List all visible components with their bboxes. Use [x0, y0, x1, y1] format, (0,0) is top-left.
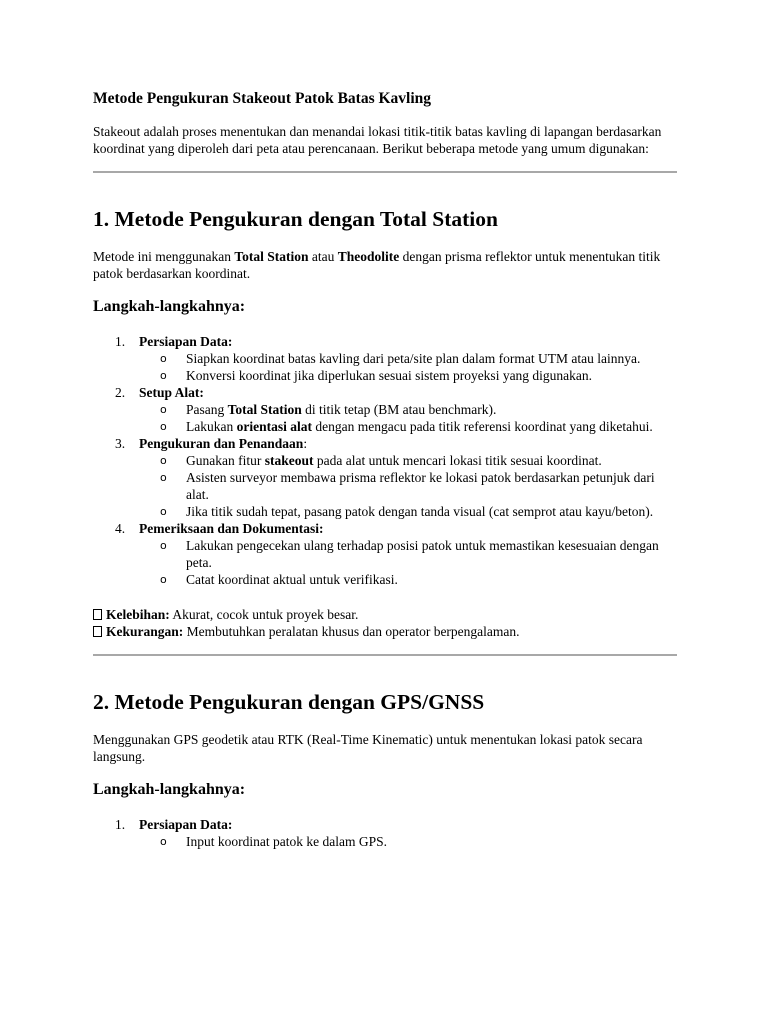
step-item — [93, 333, 677, 384]
sub-step-text: Pasang — [186, 402, 228, 417]
pros-label: Kelebihan: — [106, 607, 170, 622]
sub-step-item — [139, 537, 677, 571]
steps-heading: Langkah-langkahnya: — [93, 781, 246, 798]
sub-steps-list — [139, 401, 677, 435]
bullet-icon: o — [160, 454, 167, 467]
bullet-icon: o — [160, 403, 167, 416]
cons-line — [93, 623, 677, 640]
bullet-icon: o — [160, 471, 167, 484]
sub-step-text: pada alat untuk mencari lokasi titik sesuai koordinat. — [313, 453, 602, 468]
sub-steps-list — [139, 350, 677, 384]
sub-step-text: Catat koordinat aktual untuk verifikasi. — [186, 572, 398, 587]
pros-line — [93, 606, 677, 623]
sub-step-item — [139, 350, 677, 367]
desc-text: Metode ini menggunakan — [93, 249, 235, 264]
step-title: Persiapan Data: — [139, 817, 233, 832]
step-title: Pengukuran dan Penandaan — [139, 436, 304, 451]
sub-step-item — [139, 367, 677, 384]
section-divider — [93, 171, 677, 173]
step-title-suffix: : — [303, 436, 308, 451]
sub-step-text: dengan mengacu pada titik referensi koordinat yang diketahui. — [311, 419, 653, 434]
intro-paragraph: Stakeout adalah proses menentukan dan menandai lokasi titik-titik batas kavling di lapangan berdasarkan koordinat yang diperoleh dari peta atau perencanaan. Berikut beberapa metode yang umum digunakan: — [93, 124, 662, 156]
step-number: 4. — [115, 521, 126, 536]
pros-cons — [93, 606, 677, 640]
steps-list — [93, 333, 677, 588]
sub-step-text: Jika titik sudah tepat, pasang patok dengan tanda visual (cat semprot atau kayu/beton). — [186, 504, 654, 519]
sub-step-item — [139, 833, 677, 850]
sub-step-text: Input koordinat patok ke dalam GPS. — [186, 834, 387, 849]
desc-bold: Total Station — [234, 249, 309, 264]
bullet-icon: o — [160, 352, 167, 365]
sub-step-item — [139, 503, 677, 520]
desc-text: dengan prisma reflektor untuk menentukan titik patok berdasarkan koordinat. — [93, 249, 661, 281]
sub-step-bold: orientasi alat — [236, 419, 312, 434]
step-title: Setup Alat: — [139, 385, 204, 400]
step-number: 2. — [115, 385, 126, 400]
section-description: Menggunakan GPS geodetik atau RTK (Real-Time Kinematic) untuk menentukan lokasi patok secara langsung. — [93, 732, 643, 764]
bullet-icon: o — [160, 835, 167, 848]
sub-step-item — [139, 469, 677, 503]
sub-step-text: Gunakan fitur — [186, 453, 265, 468]
step-item — [93, 435, 677, 520]
cons-label: Kekurangan: — [106, 624, 184, 639]
step-number: 3. — [115, 436, 126, 451]
sub-step-item — [139, 418, 677, 435]
sub-step-text: di titik tetap (BM atau benchmark). — [301, 402, 497, 417]
section-divider — [93, 654, 677, 656]
document-content — [93, 89, 677, 850]
cross-box-icon — [93, 626, 102, 637]
steps-heading: Langkah-langkahnya: — [93, 298, 246, 315]
sub-steps-list — [139, 537, 677, 588]
section-heading-total-station: 1. Metode Pengukuran dengan Total Station — [93, 207, 498, 231]
sub-step-text: Lakukan pengecekan ulang terhadap posisi patok untuk memastikan kesesuaian dengan peta. — [186, 538, 659, 570]
step-item — [93, 384, 677, 435]
sub-steps-list — [139, 452, 677, 520]
document-title: Metode Pengukuran Stakeout Patok Batas Kavling — [93, 90, 432, 107]
sub-step-text: Siapkan koordinat batas kavling dari peta/site plan dalam format UTM atau lainnya. — [186, 351, 641, 366]
section-heading-gps-gnss: 2. Metode Pengukuran dengan GPS/GNSS — [93, 690, 485, 714]
sub-step-text: Konversi koordinat jika diperlukan sesuai sistem proyeksi yang digunakan. — [186, 368, 593, 383]
sub-step-bold: Total Station — [227, 402, 302, 417]
desc-bold: Theodolite — [337, 249, 400, 264]
sub-step-bold: stakeout — [264, 453, 314, 468]
sub-step-text: Lakukan — [186, 419, 237, 434]
bullet-icon: o — [160, 369, 167, 382]
step-item — [93, 520, 677, 588]
pros-text: Akurat, cocok untuk proyek besar. — [169, 607, 359, 622]
step-number: 1. — [115, 334, 126, 349]
sub-step-item — [139, 401, 677, 418]
steps-list — [93, 816, 677, 850]
sub-step-item — [139, 452, 677, 469]
step-number: 1. — [115, 817, 126, 832]
bullet-icon: o — [160, 420, 167, 433]
sub-steps-list — [139, 833, 677, 850]
step-item — [93, 816, 677, 850]
section-description — [93, 248, 677, 282]
bullet-icon: o — [160, 573, 167, 586]
cons-text: Membutuhkan peralatan khusus dan operator berpengalaman. — [183, 624, 520, 639]
bullet-icon: o — [160, 505, 167, 518]
step-title: Pemeriksaan dan Dokumentasi: — [139, 521, 324, 536]
checkbox-icon — [93, 609, 102, 620]
step-title: Persiapan Data: — [139, 334, 233, 349]
sub-step-item — [139, 571, 677, 588]
desc-text: atau — [308, 249, 338, 264]
bullet-icon: o — [160, 539, 167, 552]
sub-step-text: Asisten surveyor membawa prisma reflektor ke lokasi patok berdasarkan petunjuk dari alat. — [186, 470, 655, 502]
